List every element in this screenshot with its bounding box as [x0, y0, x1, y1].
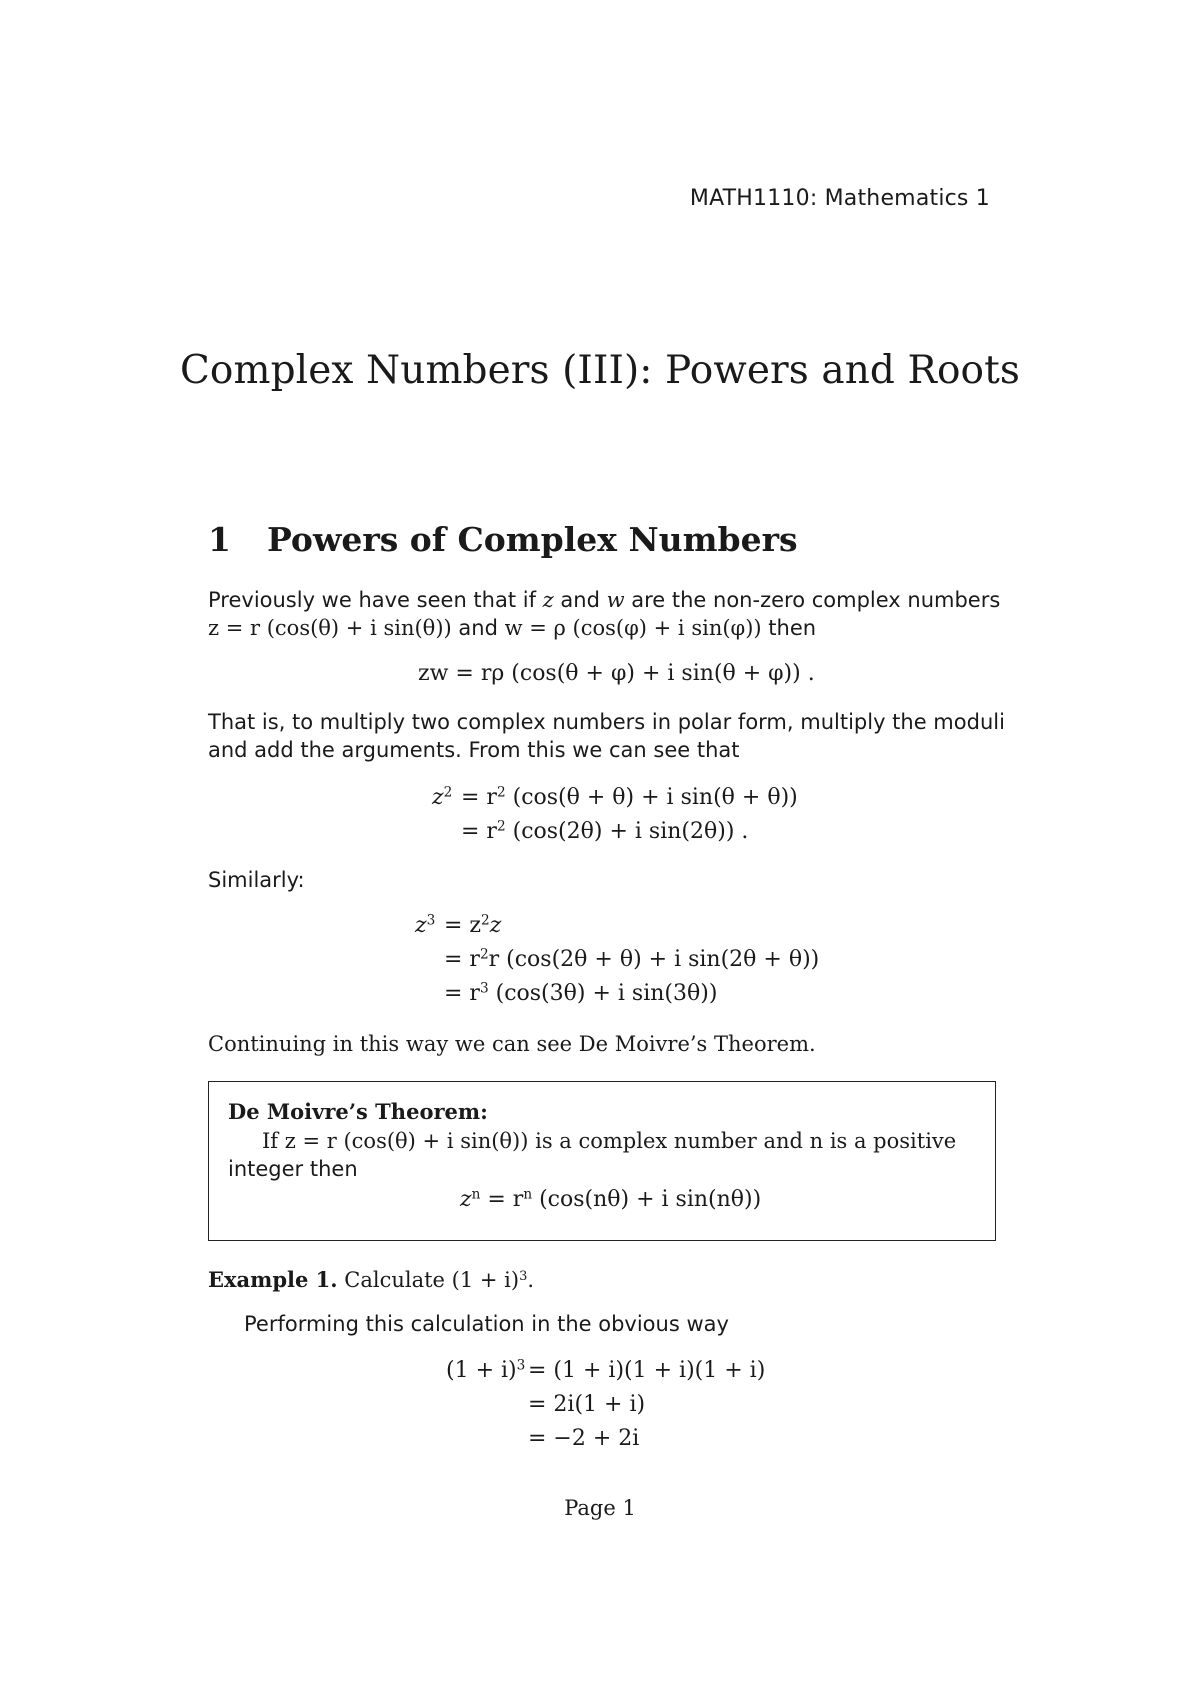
math-rhs: = r [461, 819, 497, 844]
math-w: w [606, 588, 625, 612]
equation-z-squared-line1 [461, 784, 798, 812]
text: and [553, 588, 607, 612]
paragraph-intro-line2 [208, 614, 816, 642]
exponent: 3 [426, 912, 436, 929]
math-rest: (cos(θ + θ) + i sin(θ + θ)) [505, 785, 798, 810]
math-var: z [432, 785, 444, 810]
math-lhs: (1 + i) [446, 1358, 517, 1383]
text: and [451, 616, 505, 640]
math-rhs: = r [461, 785, 497, 810]
equation-z-squared-lhs [432, 784, 452, 812]
exponent: 2 [481, 912, 490, 929]
math-rest: (cos(nθ) + i sin(nθ)) [532, 1187, 762, 1212]
example-text-end: . [527, 1268, 535, 1292]
paragraph-continuing: Continuing in this way we can see De Moivre’s Theorem. [208, 1032, 816, 1056]
math-z: z [542, 588, 554, 612]
theorem-formula [460, 1186, 761, 1214]
equation-z-cubed-line1 [444, 912, 501, 940]
exponent: 2 [496, 784, 506, 801]
text: Previously we have seen that if [208, 588, 543, 612]
document-title: Complex Numbers (III): Powers and Roots [179, 348, 1021, 393]
math-var: z [460, 1187, 472, 1212]
theorem-heading: De Moivre’s Theorem: [228, 1099, 488, 1124]
course-header: MATH1110: Mathematics 1 [689, 186, 990, 211]
exponent: 3 [519, 1268, 528, 1284]
section-title: Powers of Complex Numbers [267, 520, 798, 559]
equation-z-squared-line2 [461, 818, 748, 846]
math-z-definition: z = r (cos(θ) + i sin(θ)) [208, 616, 452, 640]
text: are the non-zero complex numbers [624, 588, 1001, 612]
exponent: 2 [443, 784, 453, 801]
example-equation-line3: = −2 + 2i [528, 1426, 640, 1451]
exponent: 2 [479, 946, 489, 963]
theorem-statement-line1: If z = r (cos(θ) + i sin(θ)) is a complex number and n is a positive [262, 1129, 957, 1153]
math-rest: (cos(2θ) + i sin(2θ)) . [505, 819, 749, 844]
equation-product: zw = rρ (cos(θ + φ) + i sin(θ + φ)) . [418, 661, 815, 686]
theorem-statement-line2: integer then [228, 1157, 358, 1181]
example-equation-line2: = 2i(1 + i) [528, 1392, 646, 1417]
math-rhs: = z [444, 913, 482, 938]
math-var: z [415, 913, 427, 938]
example-heading [208, 1266, 534, 1294]
text: then [761, 616, 817, 640]
math-var: z [489, 913, 502, 938]
math-rest: r (cos(2θ + θ) + i sin(2θ + θ)) [488, 947, 820, 972]
paragraph-multiply-line2: and add the arguments. From this we can see that [208, 738, 740, 762]
exponent: 2 [496, 818, 506, 835]
equation-z-cubed-line3 [444, 980, 717, 1008]
math-rhs: = r [444, 981, 480, 1006]
equation-z-cubed-lhs [415, 912, 435, 940]
exponent: 3 [479, 980, 489, 997]
section-number: 1 [208, 520, 231, 559]
paragraph-intro-line1 [208, 586, 1000, 614]
equation-z-cubed-line2 [444, 946, 819, 974]
paragraph-multiply-line1: That is, to multiply two complex numbers in polar form, multiply the moduli [208, 710, 1005, 734]
math-rhs: = r [444, 947, 480, 972]
math-rhs: = r [480, 1187, 524, 1212]
exponent: 3 [516, 1357, 526, 1374]
paragraph-similarly: Similarly: [208, 868, 305, 892]
example-text: Calculate (1 + i) [337, 1268, 520, 1292]
example-label: Example 1. [208, 1267, 338, 1292]
example-intro: Performing this calculation in the obvious way [244, 1312, 729, 1336]
example-equation-lhs [446, 1357, 525, 1385]
example-equation-line1: = (1 + i)(1 + i)(1 + i) [528, 1358, 766, 1383]
exponent: n [471, 1186, 481, 1203]
math-w-definition: w = ρ (cos(φ) + i sin(φ)) [504, 616, 762, 640]
page-number: Page 1 [564, 1496, 636, 1520]
exponent: n [523, 1186, 533, 1203]
math-rest: (cos(3θ) + i sin(3θ)) [488, 981, 718, 1006]
